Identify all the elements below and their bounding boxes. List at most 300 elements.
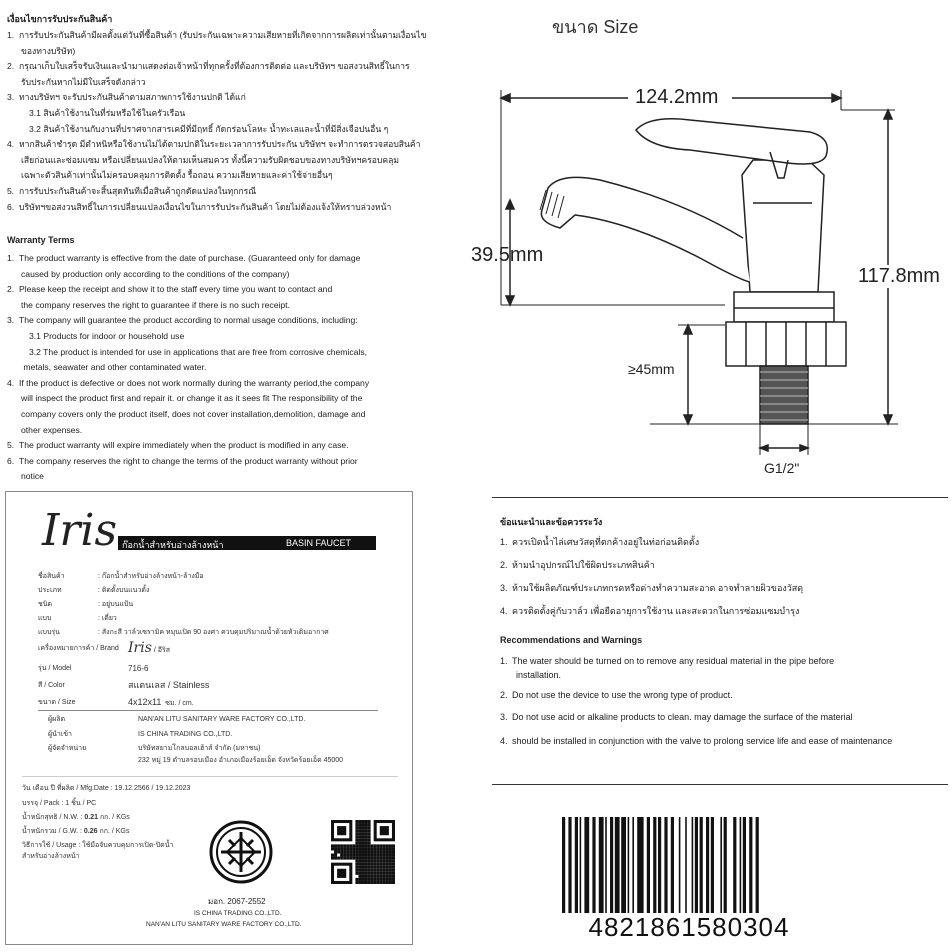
qr-module <box>368 869 371 872</box>
qr-module <box>355 844 358 847</box>
qr-module <box>368 835 371 838</box>
warranty-line: company covers only the product itself, does not cover installation,demolition, damage and <box>21 409 366 419</box>
qr-module <box>340 847 343 850</box>
caution-th-item: 1. ควรเปิดน้ำไล่เศษวัสดุที่ตกค้างอยู่ในท่อก่อนติดตั้ง <box>500 537 700 547</box>
qr-module <box>365 847 368 850</box>
qr-module <box>365 841 368 844</box>
qr-module <box>355 832 358 835</box>
qr-module <box>346 850 349 853</box>
qr-module <box>374 847 377 850</box>
qr-module <box>383 875 386 878</box>
qr-module <box>365 850 368 853</box>
qr-module <box>355 829 358 832</box>
qr-module <box>334 854 337 857</box>
warranty-line: 6. The company reserves the right to change the terms of the product warranty without prior <box>7 455 358 466</box>
qr-module <box>352 844 355 847</box>
qr-module <box>389 850 392 853</box>
qr-module <box>374 850 377 853</box>
label-gw: น้ำหนักรวม / G.W. : 0.26 กก. / KGs <box>22 828 130 835</box>
barcode-number: 4821861580304 <box>588 912 790 942</box>
qr-module <box>340 850 343 853</box>
qr-module <box>358 823 361 826</box>
qr-module <box>383 857 386 860</box>
qr-module <box>377 854 380 857</box>
qr-module <box>374 844 377 847</box>
qr-module <box>392 847 395 850</box>
qr-module <box>380 869 383 872</box>
qr-module <box>371 850 374 853</box>
qr-module <box>371 878 374 881</box>
qr-module <box>368 820 371 823</box>
qr-module <box>377 875 380 878</box>
qr-module <box>380 875 383 878</box>
qr-module <box>368 872 371 875</box>
qr-module <box>355 857 358 860</box>
qr-module <box>392 866 395 869</box>
qr-module <box>355 826 358 829</box>
warranty-line: 2. Please keep the receipt and show it to the staff every time you want to contact and <box>7 284 333 295</box>
barcode-bar <box>575 817 578 913</box>
qr-module <box>358 860 361 863</box>
qr-module <box>355 854 358 857</box>
qr-module <box>380 844 383 847</box>
label-usage-2: สำหรับอ่างล้างหน้า <box>22 853 80 860</box>
qr-module <box>355 820 358 823</box>
qr-module <box>365 826 368 829</box>
qr-module <box>349 844 352 847</box>
qr-module <box>349 850 352 853</box>
warranty-title: Warranty Terms <box>7 235 75 245</box>
qr-module <box>358 869 361 872</box>
qr-module <box>358 841 361 844</box>
qr-module <box>368 823 371 826</box>
qr-module <box>392 854 395 857</box>
qr-module <box>334 857 337 860</box>
qr-module <box>371 844 374 847</box>
dim-thread: G1/2" <box>764 460 800 476</box>
qr-module <box>358 826 361 829</box>
qr-module <box>374 872 377 875</box>
qr-module <box>365 872 368 875</box>
qr-module <box>340 854 343 857</box>
qr-module <box>386 857 389 860</box>
qr-module <box>368 860 371 863</box>
dim-total-height: 117.8mm <box>858 265 940 287</box>
qr-module <box>355 823 358 826</box>
warranty-line: 5. The product warranty will expire immediately when the product is modified in any case. <box>7 440 349 451</box>
thai-term-line: เฉพาะตัวสินค้าเท่านั้นไม่ครอบคลุมการติดตั้ง รื้อถอน ความเสียหายและค่าใช้จ่ายอื่นๆ <box>21 170 333 181</box>
qr-module <box>361 829 364 832</box>
qr-module <box>374 863 377 866</box>
qr-module <box>374 869 377 872</box>
qr-module <box>337 844 340 847</box>
dim-min-thread: ≥45mm <box>628 361 675 377</box>
qr-module <box>377 850 380 853</box>
qr-module <box>386 854 389 857</box>
qr-module <box>389 866 392 869</box>
qr-module <box>361 832 364 835</box>
qr-module <box>374 878 377 881</box>
qr-module <box>343 844 346 847</box>
barcode-bar <box>647 817 650 913</box>
qr-module <box>349 847 352 850</box>
product-label: Iris ก๊อกน้ำสำหรับอ่างล้างหน้า BASIN FAUCET ชื่อสินค้า : ก๊อกน้ำสำหรับอ่างล้างหน้า-ล้างมือ ประเภท : ติดตั้งบนแนวตั้ง ชนิด : อยู่บนแป้น แบบ : เดี่ยว แบบรุ่น : สังกะสี วาล์วเซรามิค หมุนเปิด 90 องศา ควบคุมปริมาณน้ำด้วยหัวเติมอากาศ เครื่องหมายการค้า / Brand Iris / อีริส รุ่น / Model 716-6 สี / Color สแตนเลส / Stainless ขนาด / Size 4x12x11 ซม. / cm. ผู้ผลิต NAN'AN LITU SANITARY WARE FACTORY CO.,LTD. ผู้นำเข้า IS CHINA TRADING CO.,LTD. ผู้จัดจำหน่าย บริษัทสยามโกลบอลเฮ้าส์ จำกัด (มหาชน) 232 หมู่ 19 ตำบลรอบเมือง อำเภอเมืองร้อยเอ็ด จังหวัดร้อยเอ็ด 45000 วัน เดือน ปี ที่ผลิต / Mfg.Date : 19.12.2566 / 19.12.2023 บรรจุ / Pack : 1 ชิ้น / PC น้ำหนักสุทธิ / N.W. : 0.21 กก. / KGs น้ำหนักรวม / G.W. : 0.26 กก. / KGs วิธีการใช้ / Usage : ใช้มือจับควบคุมการเปิด-ปิดน้ำ สำหรับอ่างล้างหน้า มอก. 2067-2552 IS CHINA TRADING CO.,LTD. NAN'AN LITU SANITARY WARE FACTORY CO.,LTD. <box>5 491 413 945</box>
qr-module <box>368 866 371 869</box>
qr-module <box>358 829 361 832</box>
label-pack: บรรจุ / Pack : 1 ชิ้น / PC <box>22 800 97 807</box>
barcode-bar <box>615 817 620 913</box>
label-mfg-date: วัน เดือน ปี ที่ผลิต / Mfg.Date : 19.12.2566 / 19.12.2023 <box>22 785 191 792</box>
qr-module <box>386 866 389 869</box>
qr-module <box>368 841 371 844</box>
qr-module <box>377 878 380 881</box>
qr-module <box>355 850 358 853</box>
qr-module <box>361 860 364 863</box>
warranty-line: metals, seawater and other contaminated water. <box>21 362 207 373</box>
qr-module <box>361 875 364 878</box>
warranty-line: 1. The product warranty is effective from the date of purchase. (Guaranteed only for damage <box>7 253 361 263</box>
qr-module <box>392 860 395 863</box>
recommend-item: 2. Do not use the device to use the wrong type of product. <box>500 690 733 700</box>
warranty-line: caused by production only according to the conditions of the company) <box>21 268 290 279</box>
qr-module <box>365 854 368 857</box>
qr-module <box>377 844 380 847</box>
qr-module <box>361 863 364 866</box>
qr-module <box>368 850 371 853</box>
qr-module <box>386 878 389 881</box>
qr-module <box>361 854 364 857</box>
qr-module <box>361 881 364 884</box>
qr-module <box>355 847 358 850</box>
qr-module <box>331 844 334 847</box>
label-footer-2: NAN'AN LITU SANITARY WARE FACTORY CO.,LTD. <box>146 921 302 928</box>
qr-module <box>368 881 371 884</box>
qr-module <box>361 844 364 847</box>
barcode-bar <box>671 817 674 913</box>
qr-module <box>361 869 364 872</box>
qr-module <box>374 875 377 878</box>
caution-th-item: 2. ห้ามนำอุปกรณ์ไปใช้ผิดประเภทสินค้า <box>500 560 655 570</box>
thai-term-line: รับประกันหากไม่มีใบเสร็จดังกล่าว <box>21 76 146 87</box>
thai-term-line: 1. การรับประกันสินค้ามีผลตั้งแต่วันที่ซื้อสินค้า (รับประกันเฉพาะความเสียหายที่เกิดจากการผลิตเท่านั้นตามเงื่อนไข <box>7 30 427 40</box>
qr-module <box>365 838 368 841</box>
thai-term-line: 3.1 สินค้าใช้งานในที่ร่มหรือใช้ในครัวเรือน <box>29 108 186 118</box>
qr-module <box>352 854 355 857</box>
divider-top <box>492 497 948 498</box>
qr-module <box>355 841 358 844</box>
qr-module <box>355 860 358 863</box>
qr-module <box>358 881 361 884</box>
qr-module <box>386 860 389 863</box>
qr-module <box>371 847 374 850</box>
qr-module <box>365 863 368 866</box>
qr-module <box>361 835 364 838</box>
barcode-bar <box>653 817 656 913</box>
label-usage: วิธีการใช้ / Usage : ใช้มือจับควบคุมการเปิด-ปิดน้ำ <box>22 842 174 849</box>
qr-module <box>371 872 374 875</box>
barcode-bar <box>637 817 643 913</box>
thai-term-line: 2. กรุณาเก็บใบเสร็จรับเงินและนำมาแสดงต่อเจ้าหน้าที่ทุกครั้งที่ต้องการติดต่อ และบริษัทฯ ขอสงวนสิทธิ์ในการ <box>7 61 410 72</box>
qr-module <box>371 866 374 869</box>
qr-module <box>365 844 368 847</box>
thai-term-line: 6. บริษัทฯขอสงวนสิทธิ์ในการเปลี่ยนแปลงเงื่อนไขในการรับประกันสินค้า โดยไม่ต้องแจ้งให้ทราบล่วงหน้า <box>7 201 392 212</box>
recommend-item: 4. should be installed in conjunction with the valve to prolong service life and ease of maintenance <box>500 736 893 746</box>
qr-module <box>371 860 374 863</box>
qr-module <box>377 857 380 860</box>
qr-module <box>343 850 346 853</box>
recommend-item: 3. Do not use acid or alkaline products to clean. may damage the surface of the material <box>500 712 853 722</box>
qr-module <box>392 875 395 878</box>
qr-module <box>380 860 383 863</box>
qr-module <box>389 863 392 866</box>
qr-module <box>371 869 374 872</box>
barcode-bar <box>724 817 727 913</box>
barcode-bar <box>658 817 661 913</box>
qr-module <box>358 854 361 857</box>
qr-module <box>368 832 371 835</box>
qr-module <box>368 863 371 866</box>
qr-module <box>386 869 389 872</box>
barcode-bar <box>740 817 742 913</box>
label-brand-key: เครื่องหมายการค้า / Brand <box>38 645 119 652</box>
qr-module <box>343 854 346 857</box>
qr-module <box>334 850 337 853</box>
qr-module <box>377 860 380 863</box>
qr-module <box>331 847 334 850</box>
qr-module <box>383 860 386 863</box>
qr-module <box>392 863 395 866</box>
qr-module <box>358 850 361 853</box>
qr-module <box>368 844 371 847</box>
qr-module <box>368 826 371 829</box>
qr-module <box>349 857 352 860</box>
qr-module <box>355 878 358 881</box>
qr-module <box>355 866 358 869</box>
qr-module <box>389 878 392 881</box>
barcode-bar <box>743 817 746 913</box>
qr-module <box>361 850 364 853</box>
qr-module <box>380 863 383 866</box>
qr-module <box>340 857 343 860</box>
barcode-bar <box>756 817 759 913</box>
qr-module <box>374 881 377 884</box>
barcode-bar <box>679 817 681 913</box>
qr-module <box>355 881 358 884</box>
qr-module <box>377 869 380 872</box>
qr-module <box>368 847 371 850</box>
qr-module <box>374 860 377 863</box>
recommend-item: 1. The water should be turned on to remove any residual material in the pipe before <box>500 656 835 666</box>
qr-module <box>371 881 374 884</box>
qr-module <box>371 863 374 866</box>
qr-module <box>365 860 368 863</box>
divider-bottom <box>492 784 948 785</box>
qr-module <box>392 878 395 881</box>
qr-module <box>380 850 383 853</box>
recommend-item: installation. <box>516 670 562 680</box>
label-subtitle-th: ก๊อกน้ำสำหรับอ่างล้างหน้า <box>122 540 224 550</box>
qr-module <box>383 869 386 872</box>
qr-module <box>383 872 386 875</box>
label-brand-val: Iris / อีริส <box>128 640 170 656</box>
tis-logo <box>209 820 273 884</box>
warranty-line: 3. The company will guarantee the product according to normal usage conditions, including: <box>7 315 358 326</box>
qr-module <box>352 847 355 850</box>
qr-module <box>374 854 377 857</box>
barcode-bar <box>632 817 634 913</box>
qr-module <box>371 875 374 878</box>
qr-module <box>389 875 392 878</box>
barcode-bar <box>749 817 752 913</box>
thai-terms-title: เงื่อนไขการรับประกันสินค้า <box>7 14 113 24</box>
qr-module <box>361 826 364 829</box>
qr-module <box>386 863 389 866</box>
barcode-bar <box>685 817 687 913</box>
qr-module <box>355 863 358 866</box>
dim-width: 124.2mm <box>632 86 721 109</box>
qr-module <box>380 854 383 857</box>
qr-module <box>371 854 374 857</box>
qr-module <box>361 841 364 844</box>
qr-module <box>389 872 392 875</box>
qr-module <box>383 854 386 857</box>
qr-module <box>355 869 358 872</box>
qr-module <box>380 878 383 881</box>
qr-module <box>365 875 368 878</box>
qr-module <box>365 832 368 835</box>
qr-module <box>380 857 383 860</box>
qr-module <box>386 872 389 875</box>
barcode-bar <box>695 817 698 913</box>
qr-module <box>392 850 395 853</box>
qr-module <box>365 823 368 826</box>
qr-module <box>386 875 389 878</box>
qr-module <box>343 857 346 860</box>
qr-module <box>355 872 358 875</box>
qr-module <box>337 869 346 878</box>
label-distributor-addr: 232 หมู่ 19 ตำบลรอบเมือง อำเภอเมืองร้อยเอ็ด จังหวัดร้อยเอ็ด 45000 <box>138 757 344 764</box>
warranty-line: 3.2 The product is intended for use in applications that are free from corrosive chemicals, <box>29 346 368 357</box>
caution-th-item: 4. ควรติดตั้งคู่กับวาล์ว เพื่อยืดอายุการใช้งาน และสะดวกในการซ่อมแซมบำรุง <box>500 606 800 616</box>
label-footer-1: IS CHINA TRADING CO.,LTD. <box>194 910 282 917</box>
qr-module <box>361 857 364 860</box>
qr-module <box>392 857 395 860</box>
qr-module <box>365 820 368 823</box>
qr-module <box>361 847 364 850</box>
size-title: ขนาด Size <box>552 17 639 37</box>
barcode-bar <box>592 817 595 913</box>
qr-module <box>383 847 386 850</box>
warranty-line: notice <box>21 471 44 482</box>
qr-module <box>352 857 355 860</box>
barcode-bar <box>706 817 709 913</box>
qr-module <box>380 847 383 850</box>
qr-module <box>331 857 334 860</box>
barcode-bar <box>711 817 714 913</box>
qr-module <box>386 881 389 884</box>
qr-module <box>389 854 392 857</box>
qr-module <box>377 863 380 866</box>
qr-module <box>377 847 380 850</box>
qr-module <box>349 854 352 857</box>
qr-module <box>365 869 368 872</box>
qr-module <box>358 863 361 866</box>
barcode-bar <box>628 817 630 913</box>
qr-module <box>361 820 364 823</box>
qr-module <box>386 847 389 850</box>
qr-module <box>380 881 383 884</box>
qr-module <box>365 835 368 838</box>
qr-module <box>374 857 377 860</box>
qr-module <box>383 863 386 866</box>
thai-term-line: เสียก่อนและซ่อมแซม หรือเปลี่ยนแปลงให้ตามเห็นสมควร ทั้งนี้ความรับผิดชอบของทางบริษัทฯครอบคลุม <box>21 154 400 165</box>
barcode-bar <box>720 817 722 913</box>
barcode-bar <box>692 817 694 913</box>
qr-module <box>358 872 361 875</box>
thai-term-line: 5. การรับประกันสินค้าจะสิ้นสุดทันทีเมื่อสินค้าถูกดัดแปลงในทุกกรณี <box>7 186 257 196</box>
qr-module <box>377 866 380 869</box>
barcode-bar <box>584 817 589 913</box>
warranty-line: will inspect the product first and repair it. or change it as it sees fit The responsibility of the <box>21 393 363 404</box>
qr-module <box>365 881 368 884</box>
caution-th-item: 3. ห้ามใช้ผลิตภัณฑ์ประเภทกรดหรือด่างทำความสะอาด อาจทำลายผิวของวัสดุ <box>500 583 804 593</box>
warranty-line: the company reserves the right to guarantee if there is no such receipt. <box>21 299 290 310</box>
qr-module <box>358 820 361 823</box>
qr-module <box>389 860 392 863</box>
label-divider <box>38 710 378 711</box>
label-subtitle-en: BASIN FAUCET <box>286 538 352 548</box>
barcode-bar <box>610 817 613 913</box>
qr-module <box>392 844 395 847</box>
barcode-bar <box>621 817 626 913</box>
thai-term-line: ของทางบริษัท) <box>21 45 76 56</box>
qr-module <box>361 878 364 881</box>
qr-module <box>389 847 392 850</box>
qr-module <box>368 838 371 841</box>
qr-module <box>365 857 368 860</box>
barcode-bar <box>700 817 703 913</box>
qr-module <box>358 866 361 869</box>
qr-module <box>355 835 358 838</box>
barcode-bar <box>568 817 571 913</box>
qr-module <box>383 866 386 869</box>
barcode-bar <box>664 817 667 913</box>
qr-module <box>365 866 368 869</box>
caution-th-title: ข้อแนะนำและข้อควรระวัง <box>500 517 603 527</box>
qr-module <box>361 866 364 869</box>
qr-module <box>358 832 361 835</box>
qr-module <box>361 872 364 875</box>
qr-module <box>383 844 386 847</box>
qr-module <box>358 857 361 860</box>
qr-module <box>377 881 380 884</box>
thai-term-line: 4. หากสินค้าชำรุด มีตำหนิหรือใช้งานไม่ได้ตามปกติในระยะเวลาการรับประกัน บริษัทฯ จะทำการตรวจสอบสินค้า <box>7 139 421 150</box>
label-brand: Iris <box>42 505 118 556</box>
qr-module <box>365 878 368 881</box>
qr-module <box>337 857 340 860</box>
qr-module <box>343 847 346 850</box>
qr-module <box>368 878 371 881</box>
qr-module <box>368 857 371 860</box>
warranty-line: 4. If the product is defective or does not work normally during the warranty period,the company <box>7 377 370 388</box>
qr-module <box>392 872 395 875</box>
qr-module <box>368 829 371 832</box>
qr-module <box>389 844 392 847</box>
qr-module <box>380 826 389 835</box>
qr-code <box>331 820 395 884</box>
barcode-bar <box>733 817 736 913</box>
qr-module <box>380 866 383 869</box>
